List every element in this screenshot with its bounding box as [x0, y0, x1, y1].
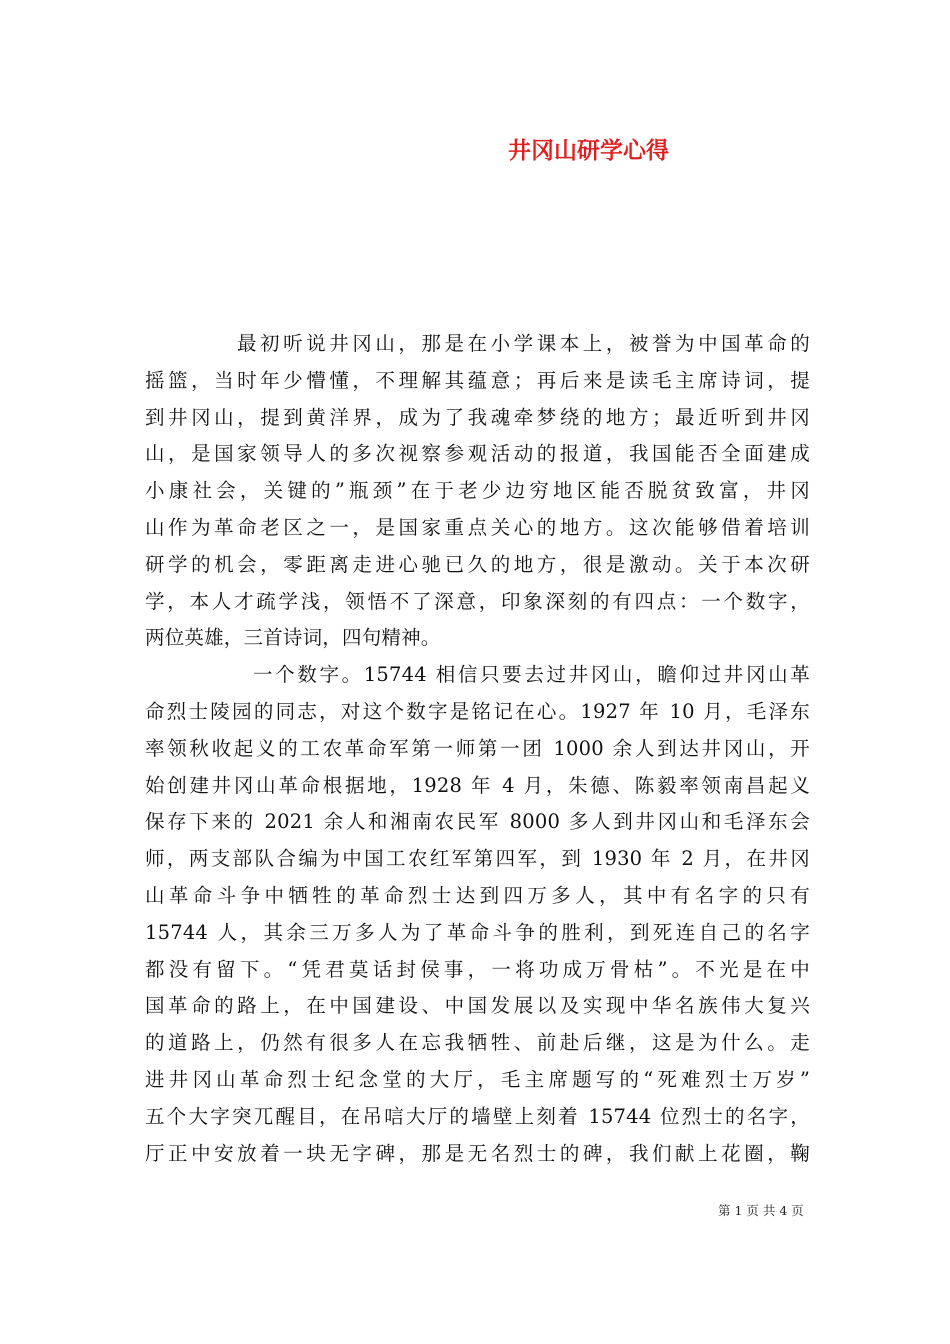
text-line: 到井冈山，提到黄洋界，成为了我魂牵梦绕的地方；最近听到井冈 [145, 405, 810, 429]
document-body [145, 326, 810, 1172]
paragraph-1 [145, 326, 810, 657]
text-line: 命烈士陵园的同志，对这个数字是铭记在心。1927 年 10 月，毛泽东 [145, 699, 810, 723]
text-line: 15744 人，其余三万多人为了革命斗争的胜利，到死连自己的名字 [145, 920, 810, 944]
text-line: 进井冈山革命烈士纪念堂的大厅，毛主席题写的“死难烈士万岁” [145, 1067, 810, 1091]
text-line: 学，本人才疏学浅，领悟不了深意，印象深刻的有四点：一个数字， [145, 589, 810, 613]
text-line: 保存下来的 2021 余人和湘南农民军 8000 多人到井冈山和毛泽东会 [145, 810, 810, 834]
text-line: 师，两支部队合编为中国工农红军第四军，到 1930 年 2 月，在井冈 [145, 847, 810, 871]
document-title: 井冈山研学心得 [508, 137, 669, 164]
text-line: 山作为革命老区之一，是国家重点关心的地方。这次能够借着培训 [145, 515, 810, 539]
text-line: 都没有留下。“凭君莫话封侯事，一将功成万骨枯”。不光是在中 [145, 957, 810, 981]
text-line: 山，是国家领导人的多次视察参观活动的报道，我国能否全面建成 [145, 442, 810, 466]
text-line: 两位英雄，三首诗词，四句精神。 [145, 626, 441, 650]
text-line: 小康社会，关键的”瓶颈”在于老少边穷地区能否脱贫致富，井冈 [145, 479, 810, 503]
text-line: 研学的机会，零距离走进心驰已久的地方，很是激动。关于本次研 [145, 552, 810, 576]
paragraph-2 [145, 657, 810, 1172]
text-line: 厅正中安放着一块无字碑，那是无名烈士的碑，我们献上花圈，鞠 [145, 1141, 810, 1165]
text-line: 山革命斗争中牺牲的革命烈士达到四万多人，其中有名字的只有 [145, 883, 810, 907]
text-line: 国革命的路上，在中国建设、中国发展以及实现中华名族伟大复兴 [145, 994, 810, 1018]
text-line: 始创建井冈山革命根据地，1928 年 4 月，朱德、陈毅率领南昌起义 [145, 773, 810, 797]
page-number-footer: 第 1 页 共 4 页 [718, 1203, 804, 1218]
text-line: 的道路上，仍然有很多人在忘我牺牲、前赴后继，这是为什么。走 [145, 1031, 810, 1055]
text-line: 摇篮，当时年少懵懂，不理解其蕴意；再后来是读毛主席诗词，提 [145, 368, 810, 392]
text-line: 一个数字。15744 相信只要去过井冈山，瞻仰过井冈山革 [253, 663, 810, 687]
text-line: 率领秋收起义的工农革命军第一师第一团 1000 余人到达井冈山，开 [145, 736, 810, 760]
text-line: 五个大字突兀醒目，在吊唁大厅的墙壁上刻着 15744 位烈士的名字， [145, 1104, 810, 1128]
text-line: 最初听说井冈山，那是在小学课本上，被誉为中国革命的 [237, 332, 810, 355]
